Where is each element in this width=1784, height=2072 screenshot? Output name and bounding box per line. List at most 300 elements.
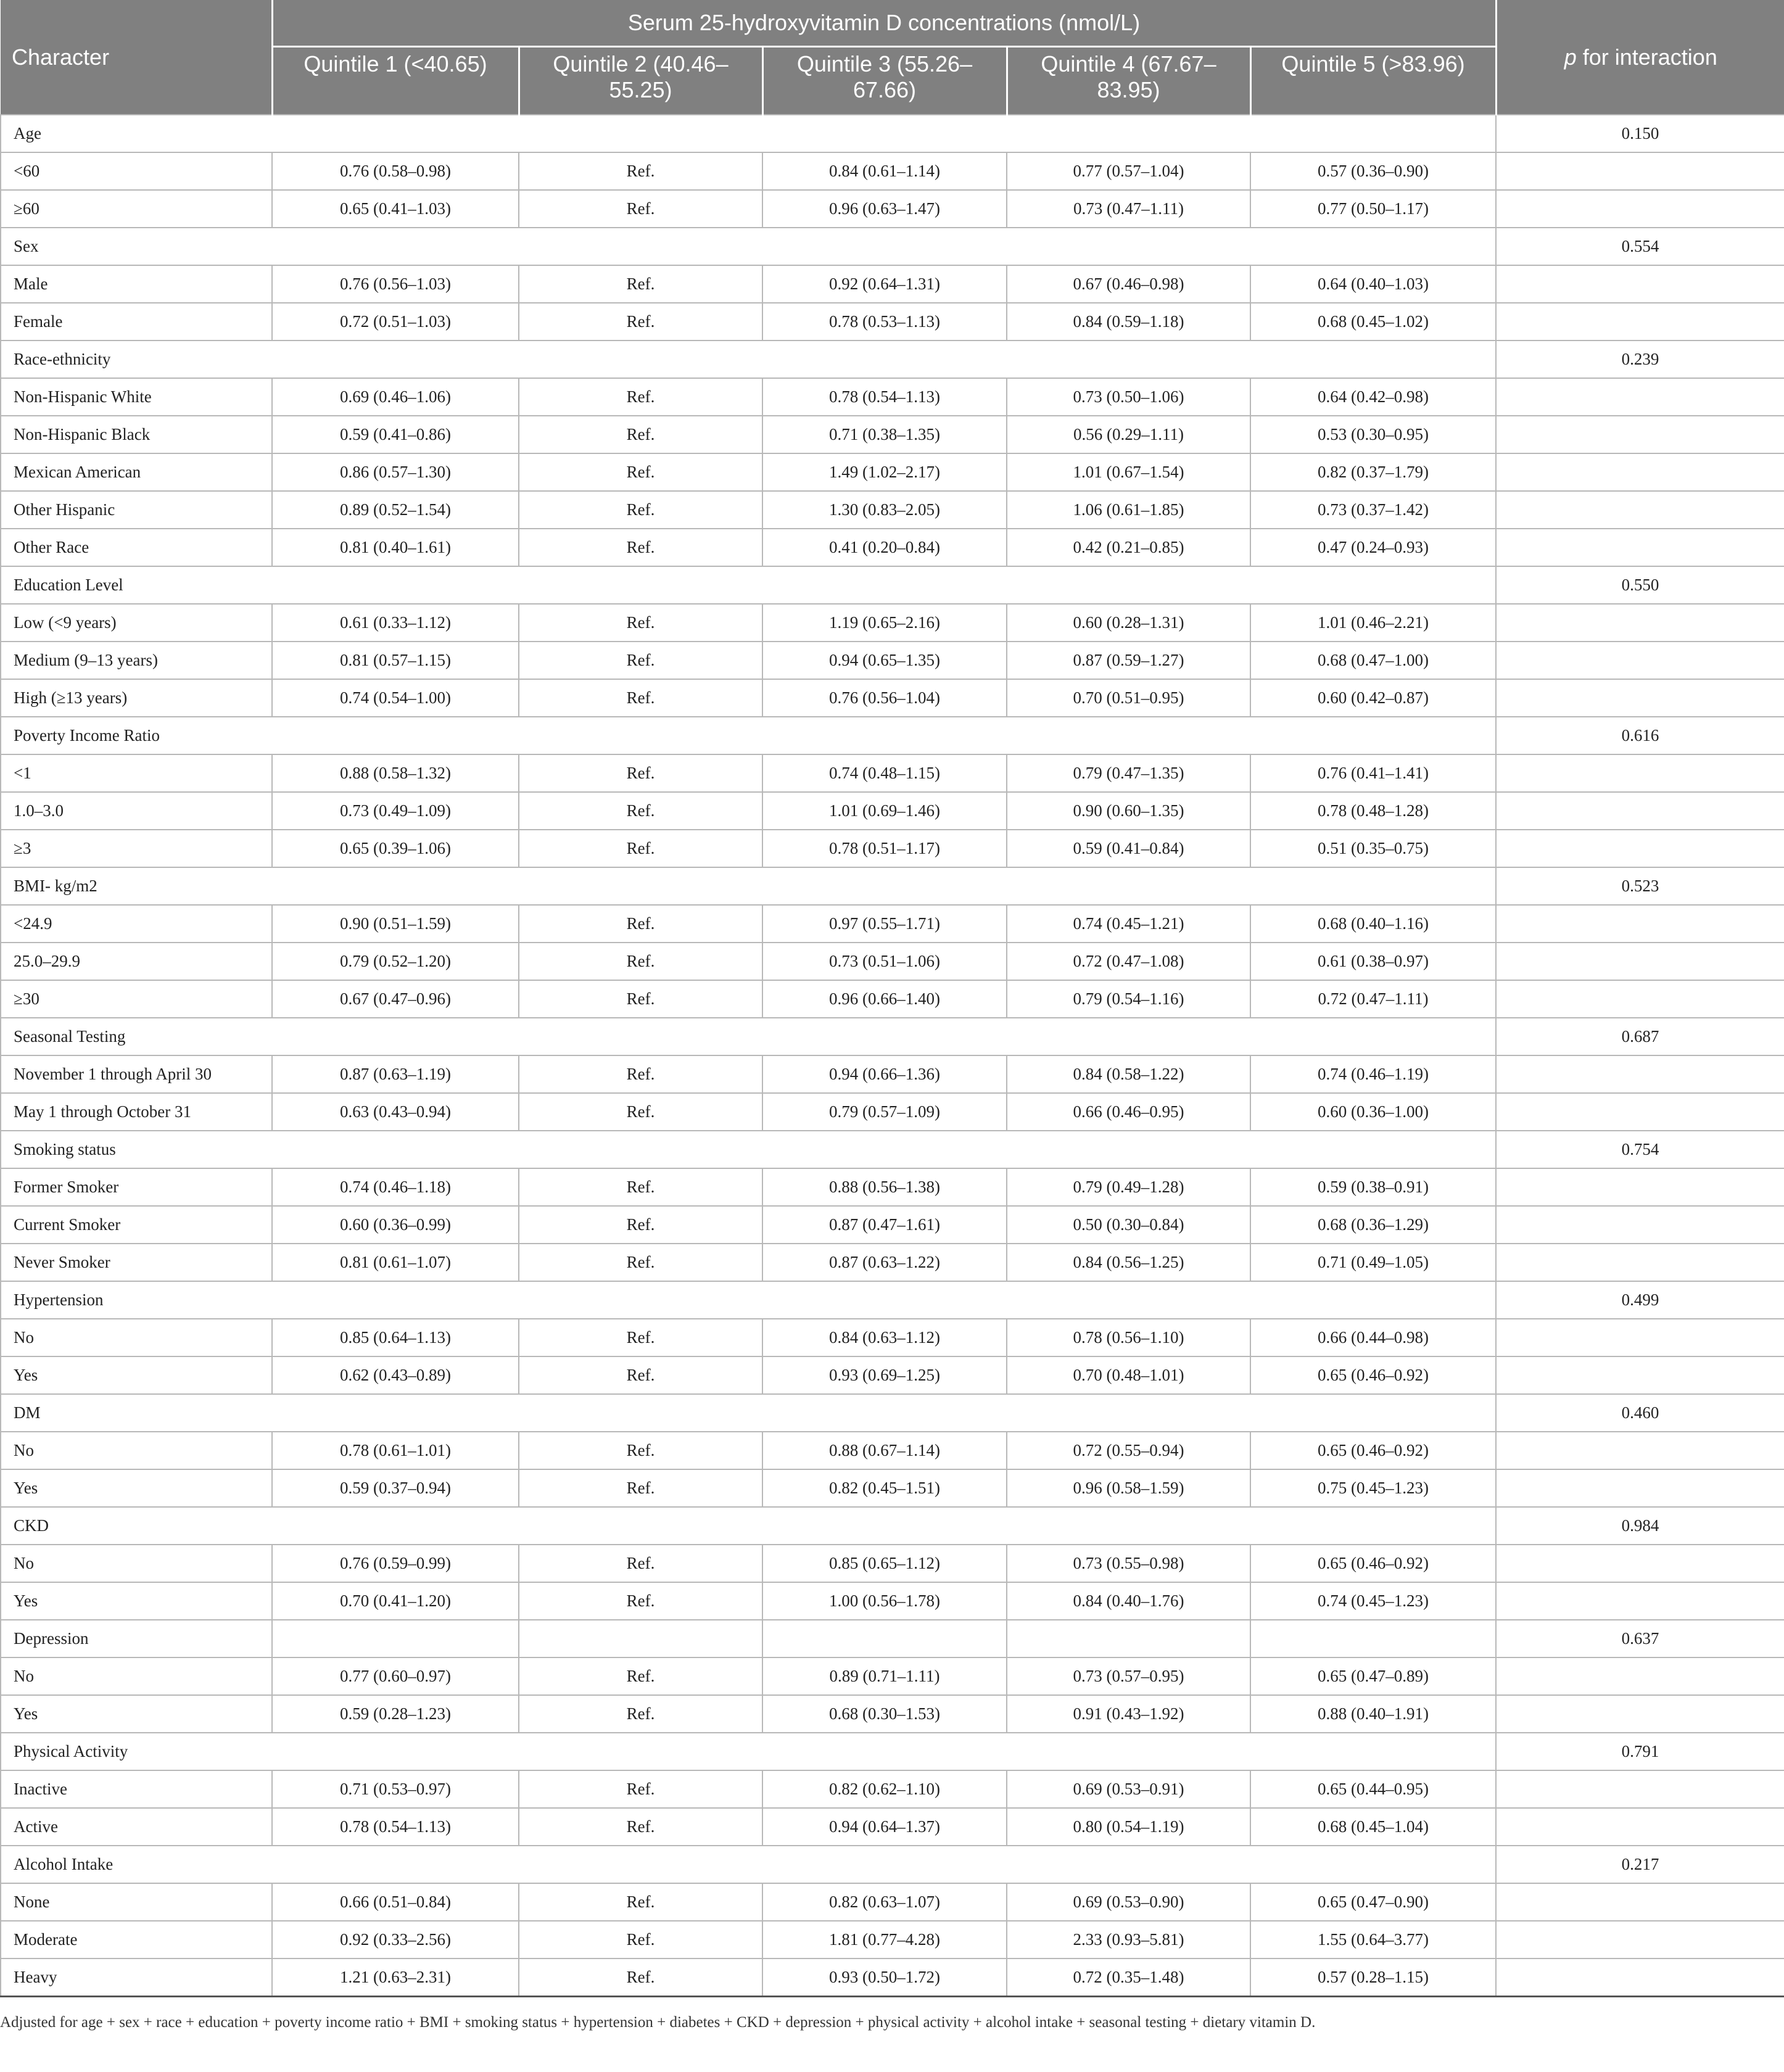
odds-ratio-cell: 0.78 (0.48–1.28) (1250, 792, 1496, 830)
subgroup-label: Yes (1, 1469, 272, 1507)
empty-p-cell (1496, 1582, 1784, 1620)
odds-ratio-cell: 0.87 (0.59–1.27) (1007, 642, 1250, 679)
odds-ratio-cell: 0.94 (0.65–1.35) (762, 642, 1007, 679)
empty-p-cell (1496, 1244, 1784, 1281)
odds-ratio-cell: 0.42 (0.21–0.85) (1007, 529, 1250, 566)
reference-cell: Ref. (519, 1244, 762, 1281)
odds-ratio-cell: 0.77 (0.60–0.97) (272, 1657, 519, 1695)
odds-ratio-cell: 0.74 (0.46–1.18) (272, 1168, 519, 1206)
reference-cell: Ref. (519, 453, 762, 491)
quintile-5-header: Quintile 5 (>83.96) (1250, 47, 1496, 115)
subgroup-label: Non-Hispanic Black (1, 416, 272, 453)
odds-ratio-cell: 0.79 (0.49–1.28) (1007, 1168, 1250, 1206)
subgroup-label: None (1, 1883, 272, 1921)
empty-p-cell (1496, 1657, 1784, 1695)
group-label: DM (1, 1394, 1496, 1432)
group-label: CKD (1, 1507, 1496, 1545)
empty-cell (272, 1620, 519, 1657)
group-label: Smoking status (1, 1131, 1496, 1168)
group-label: Race-ethnicity (1, 341, 1496, 378)
odds-ratio-cell: 0.57 (0.36–0.90) (1250, 152, 1496, 190)
table-row (1, 679, 1784, 717)
odds-ratio-cell: 0.88 (0.67–1.14) (762, 1432, 1007, 1469)
empty-p-cell (1496, 642, 1784, 679)
odds-ratio-cell: 0.61 (0.33–1.12) (272, 604, 519, 642)
subgroup-label: Other Race (1, 529, 272, 566)
subgroup-label: Yes (1, 1582, 272, 1620)
subgroup-label: ≥60 (1, 190, 272, 228)
odds-ratio-cell: 0.84 (0.58–1.22) (1007, 1055, 1250, 1093)
subgroup-label: Low (<9 years) (1, 604, 272, 642)
p-interaction-value: 0.523 (1496, 867, 1784, 905)
odds-ratio-cell: 0.50 (0.30–0.84) (1007, 1206, 1250, 1244)
quintile-2-header: Quintile 2 (40.46–55.25) (519, 47, 762, 115)
odds-ratio-cell: 0.71 (0.38–1.35) (762, 416, 1007, 453)
empty-p-cell (1496, 453, 1784, 491)
odds-ratio-cell: 0.79 (0.52–1.20) (272, 943, 519, 980)
odds-ratio-cell: 0.74 (0.48–1.15) (762, 754, 1007, 792)
subgroup-label: 25.0–29.9 (1, 943, 272, 980)
group-row (1, 566, 1784, 604)
table-row (1, 1958, 1784, 1997)
subgroup-label: <60 (1, 152, 272, 190)
odds-ratio-cell: 0.87 (0.63–1.22) (762, 1244, 1007, 1281)
reference-cell: Ref. (519, 190, 762, 228)
table-row (1, 1695, 1784, 1733)
odds-ratio-cell: 0.70 (0.51–0.95) (1007, 679, 1250, 717)
subgroup-label: High (≥13 years) (1, 679, 272, 717)
odds-ratio-cell: 0.78 (0.54–1.13) (762, 378, 1007, 416)
empty-p-cell (1496, 943, 1784, 980)
p-interaction-value: 0.150 (1496, 115, 1784, 152)
odds-ratio-cell: 1.30 (0.83–2.05) (762, 491, 1007, 529)
empty-p-cell (1496, 792, 1784, 830)
empty-p-cell (1496, 1432, 1784, 1469)
table-row (1, 1921, 1784, 1958)
odds-ratio-cell: 0.92 (0.64–1.31) (762, 265, 1007, 303)
empty-p-cell (1496, 491, 1784, 529)
subgroup-label: Moderate (1, 1921, 272, 1958)
group-row (1, 717, 1784, 754)
empty-p-cell (1496, 1168, 1784, 1206)
p-interaction-value: 0.637 (1496, 1620, 1784, 1657)
odds-ratio-cell: 0.76 (0.56–1.03) (272, 265, 519, 303)
odds-ratio-cell: 0.72 (0.47–1.11) (1250, 980, 1496, 1018)
table-row (1, 152, 1784, 190)
odds-ratio-cell: 0.78 (0.54–1.13) (272, 1808, 519, 1846)
table-footnote: Adjusted for age + sex + race + education + poverty income ratio + BMI + smoking status + hypertension + diabetes + CKD + depression + physical activity + alcohol intake + seasonal testing + dietary vitamin D. (0, 2014, 1316, 2031)
group-row (1, 867, 1784, 905)
odds-ratio-cell: 0.84 (0.63–1.12) (762, 1319, 1007, 1356)
reference-cell: Ref. (519, 604, 762, 642)
empty-p-cell (1496, 378, 1784, 416)
odds-ratio-cell: 0.68 (0.45–1.02) (1250, 303, 1496, 341)
table-row (1, 1883, 1784, 1921)
odds-ratio-cell: 0.96 (0.63–1.47) (762, 190, 1007, 228)
odds-ratio-cell: 1.81 (0.77–4.28) (762, 1921, 1007, 1958)
reference-cell: Ref. (519, 152, 762, 190)
character-column-header: Character (1, 0, 272, 115)
odds-ratio-cell: 0.88 (0.58–1.32) (272, 754, 519, 792)
group-row (1, 1394, 1784, 1432)
odds-ratio-cell: 0.68 (0.40–1.16) (1250, 905, 1496, 943)
reference-cell: Ref. (519, 830, 762, 867)
reference-cell: Ref. (519, 1055, 762, 1093)
reference-cell: Ref. (519, 980, 762, 1018)
odds-ratio-cell: 0.84 (0.40–1.76) (1007, 1582, 1250, 1620)
odds-ratio-cell: 0.85 (0.65–1.12) (762, 1545, 1007, 1582)
group-label: Poverty Income Ratio (1, 717, 1496, 754)
reference-cell: Ref. (519, 1695, 762, 1733)
odds-ratio-cell: 1.01 (0.46–2.21) (1250, 604, 1496, 642)
subgroup-label: Mexican American (1, 453, 272, 491)
odds-ratio-cell: 0.69 (0.46–1.06) (272, 378, 519, 416)
odds-ratio-cell: 0.93 (0.50–1.72) (762, 1958, 1007, 1997)
empty-p-cell (1496, 1093, 1784, 1131)
subgroup-label: 1.0–3.0 (1, 792, 272, 830)
group-label: Education Level (1, 566, 1496, 604)
odds-ratio-cell: 0.73 (0.50–1.06) (1007, 378, 1250, 416)
reference-cell: Ref. (519, 642, 762, 679)
table-row (1, 1545, 1784, 1582)
group-label: Physical Activity (1, 1733, 1496, 1770)
table-row (1, 491, 1784, 529)
odds-ratio-cell: 0.93 (0.69–1.25) (762, 1356, 1007, 1394)
subgroup-label: Non-Hispanic White (1, 378, 272, 416)
odds-ratio-cell: 0.78 (0.61–1.01) (272, 1432, 519, 1469)
table-header (1, 0, 1784, 115)
empty-p-cell (1496, 529, 1784, 566)
empty-cell (1250, 1620, 1496, 1657)
odds-ratio-cell: 1.55 (0.64–3.77) (1250, 1921, 1496, 1958)
odds-ratio-cell: 0.68 (0.36–1.29) (1250, 1206, 1496, 1244)
p-interaction-value: 0.550 (1496, 566, 1784, 604)
group-label: Sex (1, 228, 1496, 265)
odds-ratio-cell: 0.89 (0.71–1.11) (762, 1657, 1007, 1695)
empty-p-cell (1496, 830, 1784, 867)
odds-ratio-cell: 0.87 (0.47–1.61) (762, 1206, 1007, 1244)
empty-p-cell (1496, 1770, 1784, 1808)
p-interaction-value: 0.791 (1496, 1733, 1784, 1770)
odds-ratio-cell: 0.67 (0.47–0.96) (272, 980, 519, 1018)
empty-p-cell (1496, 679, 1784, 717)
odds-ratio-cell: 0.77 (0.50–1.17) (1250, 190, 1496, 228)
reference-cell: Ref. (519, 303, 762, 341)
reference-cell: Ref. (519, 416, 762, 453)
quintile-3-header: Quintile 3 (55.26–67.66) (762, 47, 1007, 115)
subgroup-label: May 1 through October 31 (1, 1093, 272, 1131)
reference-cell: Ref. (519, 529, 762, 566)
odds-ratio-cell: 0.65 (0.41–1.03) (272, 190, 519, 228)
odds-ratio-cell: 0.73 (0.57–0.95) (1007, 1657, 1250, 1695)
odds-ratio-cell: 0.65 (0.46–0.92) (1250, 1432, 1496, 1469)
table-row (1, 1319, 1784, 1356)
odds-ratio-cell: 0.68 (0.45–1.04) (1250, 1808, 1496, 1846)
odds-ratio-cell: 0.76 (0.58–0.98) (272, 152, 519, 190)
group-label: Age (1, 115, 1496, 152)
empty-p-cell (1496, 1808, 1784, 1846)
reference-cell: Ref. (519, 1770, 762, 1808)
odds-ratio-cell: 0.88 (0.56–1.38) (762, 1168, 1007, 1206)
odds-ratio-cell: 0.65 (0.46–0.92) (1250, 1545, 1496, 1582)
table-row (1, 943, 1784, 980)
subgroup-label: Never Smoker (1, 1244, 272, 1281)
odds-ratio-cell: 0.75 (0.45–1.23) (1250, 1469, 1496, 1507)
table-row (1, 604, 1784, 642)
odds-ratio-cell: 0.73 (0.51–1.06) (762, 943, 1007, 980)
empty-cell (762, 1620, 1007, 1657)
odds-ratio-cell: 0.79 (0.54–1.16) (1007, 980, 1250, 1018)
p-interaction-value: 0.460 (1496, 1394, 1784, 1432)
odds-ratio-cell: 0.72 (0.55–0.94) (1007, 1432, 1250, 1469)
empty-p-cell (1496, 1921, 1784, 1958)
subgroup-label: Medium (9–13 years) (1, 642, 272, 679)
subgroup-label: Yes (1, 1356, 272, 1394)
reference-cell: Ref. (519, 1432, 762, 1469)
table-row (1, 529, 1784, 566)
empty-p-cell (1496, 980, 1784, 1018)
odds-ratio-cell: 0.69 (0.53–0.90) (1007, 1883, 1250, 1921)
subgroup-label: No (1, 1545, 272, 1582)
odds-ratio-cell: 0.74 (0.54–1.00) (272, 679, 519, 717)
quintile-4-header: Quintile 4 (67.67–83.95) (1007, 47, 1250, 115)
reference-cell: Ref. (519, 1545, 762, 1582)
odds-ratio-cell: 0.78 (0.56–1.10) (1007, 1319, 1250, 1356)
empty-p-cell (1496, 1319, 1784, 1356)
odds-ratio-cell: 1.19 (0.65–2.16) (762, 604, 1007, 642)
odds-ratio-cell: 0.80 (0.54–1.19) (1007, 1808, 1250, 1846)
reference-cell: Ref. (519, 1808, 762, 1846)
table-row (1, 453, 1784, 491)
group-row (1, 1281, 1784, 1319)
odds-ratio-cell: 0.85 (0.64–1.13) (272, 1319, 519, 1356)
empty-p-cell (1496, 1055, 1784, 1093)
reference-cell: Ref. (519, 1582, 762, 1620)
empty-p-cell (1496, 1545, 1784, 1582)
table-row (1, 190, 1784, 228)
empty-p-cell (1496, 265, 1784, 303)
odds-ratio-cell: 0.74 (0.45–1.23) (1250, 1582, 1496, 1620)
reference-cell: Ref. (519, 1469, 762, 1507)
odds-ratio-cell: 0.51 (0.35–0.75) (1250, 830, 1496, 867)
reference-cell: Ref. (519, 1921, 762, 1958)
odds-ratio-cell: 0.65 (0.46–0.92) (1250, 1356, 1496, 1394)
empty-p-cell (1496, 1695, 1784, 1733)
odds-ratio-cell: 0.70 (0.41–1.20) (272, 1582, 519, 1620)
subgroup-label: Other Hispanic (1, 491, 272, 529)
odds-ratio-cell: 1.06 (0.61–1.85) (1007, 491, 1250, 529)
odds-ratio-cell: 0.59 (0.38–0.91) (1250, 1168, 1496, 1206)
odds-ratio-cell: 0.61 (0.38–0.97) (1250, 943, 1496, 980)
odds-ratio-cell: 0.90 (0.51–1.59) (272, 905, 519, 943)
odds-ratio-cell: 0.76 (0.56–1.04) (762, 679, 1007, 717)
subgroup-label: Inactive (1, 1770, 272, 1808)
odds-ratio-cell: 0.91 (0.43–1.92) (1007, 1695, 1250, 1733)
reference-cell: Ref. (519, 943, 762, 980)
odds-ratio-cell: 0.76 (0.59–0.99) (272, 1545, 519, 1582)
reference-cell: Ref. (519, 1883, 762, 1921)
odds-ratio-cell: 0.92 (0.33–2.56) (272, 1921, 519, 1958)
odds-ratio-cell: 0.86 (0.57–1.30) (272, 453, 519, 491)
table-row (1, 303, 1784, 341)
odds-ratio-cell: 0.74 (0.45–1.21) (1007, 905, 1250, 943)
empty-p-cell (1496, 303, 1784, 341)
group-row (1, 1733, 1784, 1770)
odds-ratio-cell: 0.59 (0.37–0.94) (272, 1469, 519, 1507)
group-row (1, 1620, 1784, 1657)
table-row (1, 1432, 1784, 1469)
subgroup-label: November 1 through April 30 (1, 1055, 272, 1093)
odds-ratio-cell: 0.41 (0.20–0.84) (762, 529, 1007, 566)
group-row (1, 1018, 1784, 1055)
odds-ratio-cell: 0.71 (0.49–1.05) (1250, 1244, 1496, 1281)
odds-ratio-cell: 0.82 (0.45–1.51) (762, 1469, 1007, 1507)
odds-ratio-cell: 0.65 (0.47–0.89) (1250, 1657, 1496, 1695)
odds-ratio-cell: 0.59 (0.28–1.23) (272, 1695, 519, 1733)
odds-ratio-cell: 0.65 (0.39–1.06) (272, 830, 519, 867)
p-interaction-value: 0.616 (1496, 717, 1784, 754)
odds-ratio-cell: 0.64 (0.42–0.98) (1250, 378, 1496, 416)
subgroup-label: <24.9 (1, 905, 272, 943)
p-interaction-value: 0.984 (1496, 1507, 1784, 1545)
odds-ratio-cell: 0.90 (0.60–1.35) (1007, 792, 1250, 830)
odds-ratio-cell: 0.81 (0.57–1.15) (272, 642, 519, 679)
table-row (1, 754, 1784, 792)
group-row (1, 1131, 1784, 1168)
odds-ratio-cell: 0.56 (0.29–1.11) (1007, 416, 1250, 453)
table-row (1, 1808, 1784, 1846)
odds-ratio-cell: 0.77 (0.57–1.04) (1007, 152, 1250, 190)
odds-ratio-cell: 0.66 (0.46–0.95) (1007, 1093, 1250, 1131)
odds-ratio-cell: 0.82 (0.62–1.10) (762, 1770, 1007, 1808)
subgroup-label: Heavy (1, 1958, 272, 1997)
subgroup-label: <1 (1, 754, 272, 792)
odds-ratio-cell: 0.69 (0.53–0.91) (1007, 1770, 1250, 1808)
empty-p-cell (1496, 604, 1784, 642)
table-row (1, 792, 1784, 830)
p-interaction-value: 0.554 (1496, 228, 1784, 265)
table-row (1, 1770, 1784, 1808)
odds-ratio-cell: 0.73 (0.47–1.11) (1007, 190, 1250, 228)
odds-ratio-cell: 0.88 (0.40–1.91) (1250, 1695, 1496, 1733)
reference-cell: Ref. (519, 1319, 762, 1356)
reference-cell: Ref. (519, 1356, 762, 1394)
odds-ratio-cell: 0.66 (0.44–0.98) (1250, 1319, 1496, 1356)
table-row (1, 980, 1784, 1018)
p-interaction-column-header (1496, 0, 1784, 115)
empty-p-cell (1496, 1206, 1784, 1244)
empty-p-cell (1496, 1356, 1784, 1394)
group-label: Depression (1, 1620, 272, 1657)
subgroup-label: Yes (1, 1695, 272, 1733)
odds-ratio-cell: 1.01 (0.67–1.54) (1007, 453, 1250, 491)
group-label: Hypertension (1, 1281, 1496, 1319)
odds-ratio-cell: 1.01 (0.69–1.46) (762, 792, 1007, 830)
subgroup-label: Female (1, 303, 272, 341)
subgroup-label: Male (1, 265, 272, 303)
table-row (1, 1206, 1784, 1244)
table-row (1, 642, 1784, 679)
group-row (1, 1507, 1784, 1545)
odds-ratio-cell: 0.70 (0.48–1.01) (1007, 1356, 1250, 1394)
odds-ratio-cell: 0.59 (0.41–0.84) (1007, 830, 1250, 867)
odds-ratio-cell: 0.53 (0.30–0.95) (1250, 416, 1496, 453)
odds-ratio-cell: 0.84 (0.59–1.18) (1007, 303, 1250, 341)
odds-ratio-cell: 0.78 (0.53–1.13) (762, 303, 1007, 341)
odds-ratio-cell: 0.72 (0.51–1.03) (272, 303, 519, 341)
table-body (1, 115, 1784, 1997)
odds-ratio-cell: 1.21 (0.63–2.31) (272, 1958, 519, 1997)
reference-cell: Ref. (519, 378, 762, 416)
table-row (1, 1582, 1784, 1620)
odds-ratio-cell: 0.71 (0.53–0.97) (272, 1770, 519, 1808)
odds-ratio-cell: 0.65 (0.44–0.95) (1250, 1770, 1496, 1808)
group-row (1, 1846, 1784, 1883)
table-row (1, 378, 1784, 416)
empty-p-cell (1496, 1958, 1784, 1997)
group-label: Seasonal Testing (1, 1018, 1496, 1055)
odds-ratio-cell: 0.84 (0.61–1.14) (762, 152, 1007, 190)
group-label: Alcohol Intake (1, 1846, 1496, 1883)
subgroup-label: No (1, 1319, 272, 1356)
subgroup-label: No (1, 1432, 272, 1469)
odds-ratio-cell: 0.96 (0.58–1.59) (1007, 1469, 1250, 1507)
subgroup-label: ≥30 (1, 980, 272, 1018)
odds-ratio-cell: 0.72 (0.47–1.08) (1007, 943, 1250, 980)
odds-ratio-cell: 0.65 (0.47–0.90) (1250, 1883, 1496, 1921)
odds-ratio-cell: 0.68 (0.30–1.53) (762, 1695, 1007, 1733)
odds-ratio-cell: 0.72 (0.35–1.48) (1007, 1958, 1250, 1997)
odds-ratio-cell: 0.57 (0.28–1.15) (1250, 1958, 1496, 1997)
odds-ratio-cell: 0.47 (0.24–0.93) (1250, 529, 1496, 566)
reference-cell: Ref. (519, 1206, 762, 1244)
group-row (1, 115, 1784, 152)
reference-cell: Ref. (519, 1657, 762, 1695)
odds-ratio-cell: 0.66 (0.51–0.84) (272, 1883, 519, 1921)
p-italic: p (1564, 44, 1577, 70)
p-interaction-value: 0.239 (1496, 341, 1784, 378)
group-row (1, 341, 1784, 378)
reference-cell: Ref. (519, 265, 762, 303)
odds-ratio-cell: 0.97 (0.55–1.71) (762, 905, 1007, 943)
group-label: BMI- kg/m2 (1, 867, 1496, 905)
odds-ratio-cell: 0.87 (0.63–1.19) (272, 1055, 519, 1093)
odds-ratio-cell: 0.81 (0.40–1.61) (272, 529, 519, 566)
reference-cell: Ref. (519, 1093, 762, 1131)
odds-ratio-cell: 0.79 (0.47–1.35) (1007, 754, 1250, 792)
table-row (1, 1055, 1784, 1093)
odds-ratio-cell: 1.00 (0.56–1.78) (762, 1582, 1007, 1620)
empty-p-cell (1496, 1883, 1784, 1921)
odds-ratio-cell: 1.49 (1.02–2.17) (762, 453, 1007, 491)
table-row (1, 905, 1784, 943)
p-interaction-value: 0.687 (1496, 1018, 1784, 1055)
table-row (1, 1657, 1784, 1695)
odds-ratio-cell: 0.60 (0.42–0.87) (1250, 679, 1496, 717)
p-interaction-value: 0.499 (1496, 1281, 1784, 1319)
p-interaction-value: 0.754 (1496, 1131, 1784, 1168)
odds-ratio-cell: 0.73 (0.55–0.98) (1007, 1545, 1250, 1582)
empty-p-cell (1496, 190, 1784, 228)
odds-ratio-cell: 0.74 (0.46–1.19) (1250, 1055, 1496, 1093)
subgroup-label: ≥3 (1, 830, 272, 867)
empty-p-cell (1496, 905, 1784, 943)
group-row (1, 228, 1784, 265)
table-row (1, 1168, 1784, 1206)
p-interaction-value: 0.217 (1496, 1846, 1784, 1883)
odds-ratio-cell: 0.82 (0.37–1.79) (1250, 453, 1496, 491)
odds-ratio-cell: 0.81 (0.61–1.07) (272, 1244, 519, 1281)
